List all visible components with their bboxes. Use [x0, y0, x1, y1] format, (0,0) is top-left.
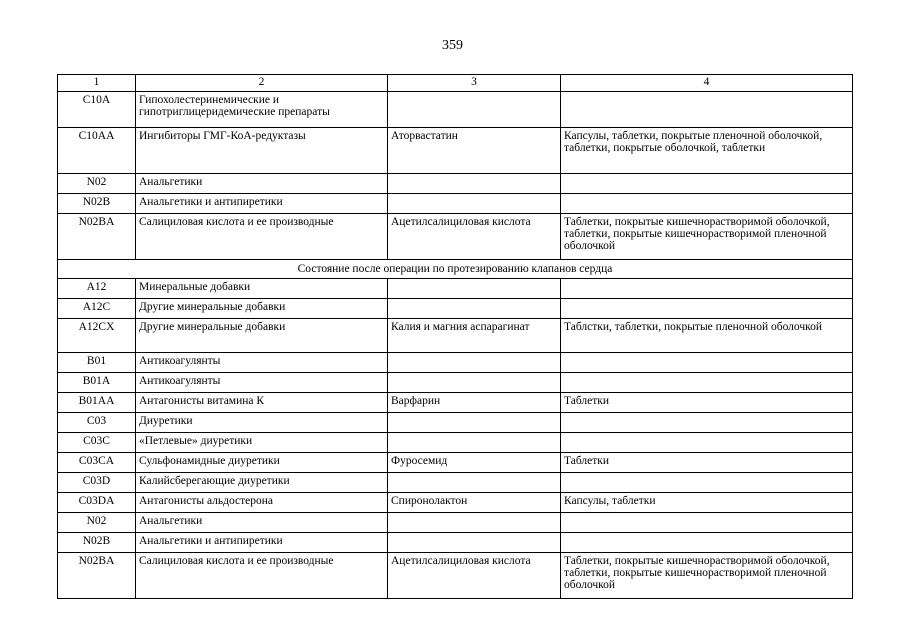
name-cell: Гипохолестеринемические и гипотриглицеридемические препараты: [136, 92, 388, 128]
code-cell: N02: [58, 513, 136, 533]
code-cell: C03CA: [58, 453, 136, 473]
column-header-1: 1: [58, 75, 136, 92]
dosage-form-cell: Таблетки, покрытые кишечнорастворимой оболочкой, таблетки, покрытые кишечнорастворимой пленочной оболочкой: [561, 214, 853, 260]
dosage-form-cell: [561, 92, 853, 128]
name-cell: Антагонисты альдостерона: [136, 493, 388, 513]
column-header-3: 3: [388, 75, 561, 92]
dosage-form-cell: [561, 533, 853, 553]
code-cell: C03: [58, 413, 136, 433]
code-cell: B01AA: [58, 393, 136, 413]
table-row: [58, 533, 853, 553]
drug-cell: [388, 373, 561, 393]
dosage-form-cell: [561, 194, 853, 214]
table-row: [58, 319, 853, 353]
name-cell: Минеральные добавки: [136, 279, 388, 299]
dosage-form-cell: [561, 279, 853, 299]
table-row: [58, 473, 853, 493]
code-cell: C03D: [58, 473, 136, 493]
dosage-form-cell: Таблетки, покрытые кишечнорастворимой оболочкой, таблетки, покрытые кишечнорастворимой пленочной оболочкой: [561, 553, 853, 599]
drug-cell: Аторвастатин: [388, 128, 561, 174]
drug-cell: Ацетилсалициловая кислота: [388, 553, 561, 599]
code-cell: A12CX: [58, 319, 136, 353]
drug-cell: [388, 533, 561, 553]
code-cell: B01: [58, 353, 136, 373]
code-cell: A12C: [58, 299, 136, 319]
table-row: [58, 279, 853, 299]
drug-cell: Варфарин: [388, 393, 561, 413]
name-cell: Анальгетики: [136, 513, 388, 533]
drug-cell: Фуросемид: [388, 453, 561, 473]
section-row: [58, 260, 853, 279]
drug-cell: Калия и магния аспарагинат: [388, 319, 561, 353]
drug-cell: [388, 279, 561, 299]
dosage-form-cell: [561, 473, 853, 493]
drug-cell: [388, 353, 561, 373]
code-cell: N02: [58, 174, 136, 194]
drug-cell: [388, 513, 561, 533]
name-cell: Салициловая кислота и ее производные: [136, 553, 388, 599]
drug-cell: [388, 194, 561, 214]
table-row: [58, 353, 853, 373]
code-cell: N02BA: [58, 214, 136, 260]
table-row: [58, 493, 853, 513]
name-cell: Антикоагулянты: [136, 373, 388, 393]
dosage-form-cell: [561, 433, 853, 453]
dosage-form-cell: Капсулы, таблетки: [561, 493, 853, 513]
table-row: [58, 553, 853, 599]
name-cell: Диуретики: [136, 413, 388, 433]
drug-cell: [388, 473, 561, 493]
name-cell: Анальгетики и антипиретики: [136, 194, 388, 214]
dosage-form-cell: [561, 513, 853, 533]
drug-cell: [388, 413, 561, 433]
drug-cell: [388, 92, 561, 128]
name-cell: Антикоагулянты: [136, 353, 388, 373]
name-cell: Анальгетики: [136, 174, 388, 194]
table-row: [58, 513, 853, 533]
name-cell: Сульфонамидные диуретики: [136, 453, 388, 473]
drug-cell: Ацетилсалициловая кислота: [388, 214, 561, 260]
name-cell: Анальгетики и антипиретики: [136, 533, 388, 553]
drug-cell: [388, 174, 561, 194]
name-cell: «Петлевые» диуретики: [136, 433, 388, 453]
dosage-form-cell: [561, 174, 853, 194]
dosage-form-cell: Таблстки, таблетки, покрытые пленочной оболочкой: [561, 319, 853, 353]
drug-table: [57, 74, 853, 599]
table-row: [58, 299, 853, 319]
table-row: [58, 174, 853, 194]
code-cell: N02BA: [58, 553, 136, 599]
drug-cell: [388, 299, 561, 319]
drug-cell: Спиронолактон: [388, 493, 561, 513]
name-cell: Ингибиторы ГМГ-КоА-редуктазы: [136, 128, 388, 174]
code-cell: N02B: [58, 194, 136, 214]
code-cell: C10A: [58, 92, 136, 128]
table-row: [58, 92, 853, 128]
drug-cell: [388, 433, 561, 453]
page-number: 359: [442, 38, 463, 53]
table-row: [58, 194, 853, 214]
column-header-2: 2: [136, 75, 388, 92]
code-cell: A12: [58, 279, 136, 299]
table-row: [58, 453, 853, 473]
name-cell: Калийсберегающие диуретики: [136, 473, 388, 493]
table-row: [58, 373, 853, 393]
table-row: [58, 433, 853, 453]
dosage-form-cell: Капсулы, таблетки, покрытые пленочной оболочкой, таблетки, покрытые оболочкой, таблетки: [561, 128, 853, 174]
name-cell: Салициловая кислота и ее производные: [136, 214, 388, 260]
table-row: [58, 393, 853, 413]
dosage-form-cell: [561, 413, 853, 433]
name-cell: Антагонисты витамина К: [136, 393, 388, 413]
code-cell: N02B: [58, 533, 136, 553]
dosage-form-cell: [561, 353, 853, 373]
section-title: Состояние после операции по протезированию клапанов сердца: [58, 260, 853, 279]
code-cell: C03C: [58, 433, 136, 453]
name-cell: Другие минеральные добавки: [136, 299, 388, 319]
dosage-form-cell: Таблетки: [561, 393, 853, 413]
code-cell: C03DA: [58, 493, 136, 513]
table-row: [58, 413, 853, 433]
column-header-4: 4: [561, 75, 853, 92]
dosage-form-cell: Таблетки: [561, 453, 853, 473]
code-cell: B01A: [58, 373, 136, 393]
column-header-row: [58, 75, 853, 92]
name-cell: Другие минеральные добавки: [136, 319, 388, 353]
dosage-form-cell: [561, 373, 853, 393]
dosage-form-cell: [561, 299, 853, 319]
table-row: [58, 128, 853, 174]
table-row: [58, 214, 853, 260]
code-cell: C10AA: [58, 128, 136, 174]
